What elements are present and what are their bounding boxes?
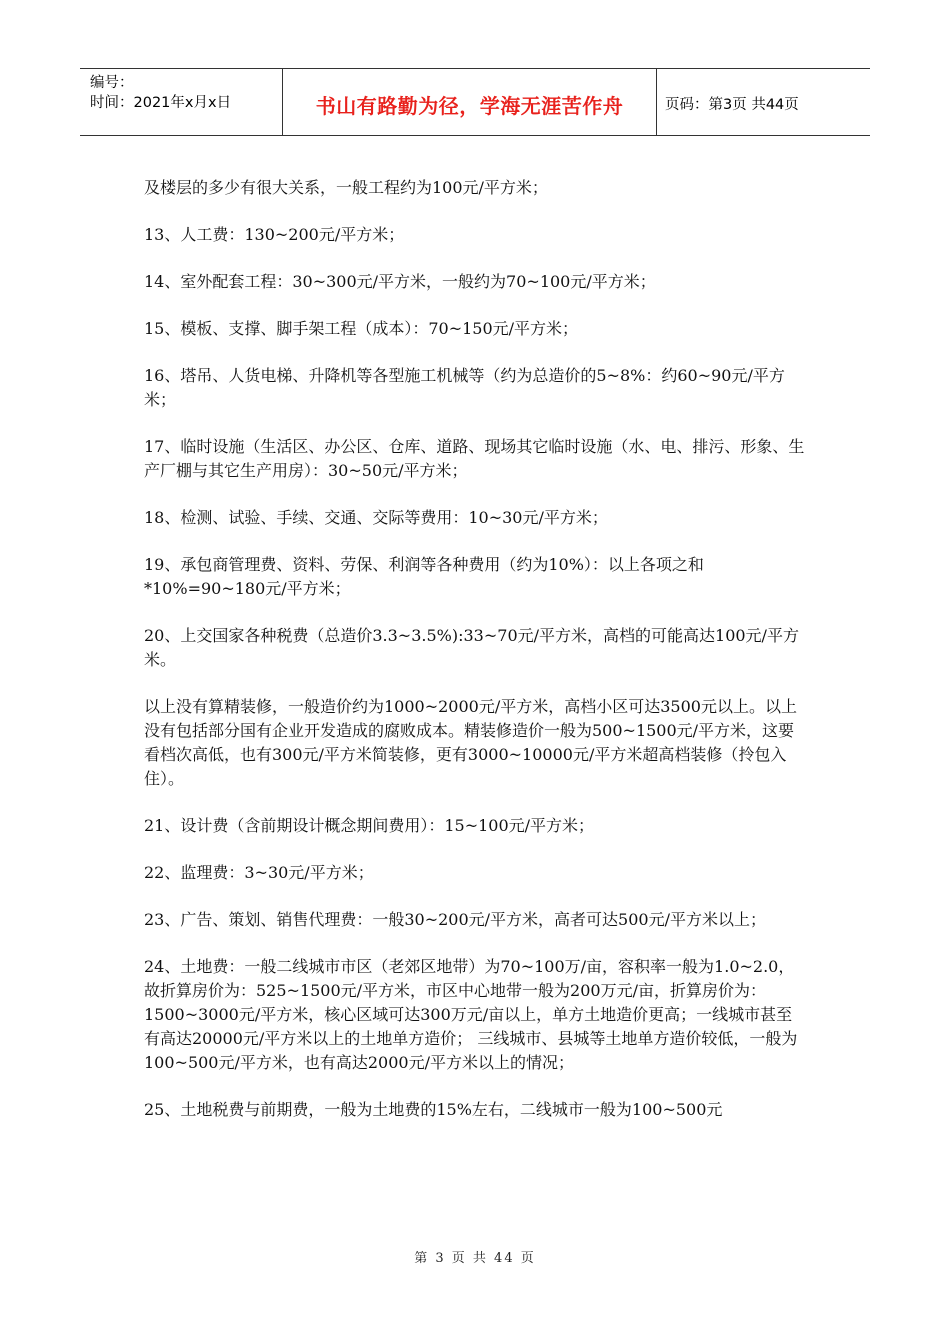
number-label: 编号：	[90, 75, 134, 91]
header-page-cell	[657, 69, 870, 135]
paragraph: 13、人工费：130~200元/平方米；	[144, 225, 405, 244]
paragraph: 20、上交国家各种税费（总造价3.3~3.5%):33~70元/平方米，高档的可能高达100元/平方米。	[144, 626, 799, 669]
date-label: 时间：2021年x月x日	[90, 95, 232, 111]
motto-text: 书山有路勤为径，学海无涯苦作舟	[315, 93, 624, 118]
paragraph: 25、土地税费与前期费，一般为土地费的15%左右，二线城市一般为100~500元	[144, 1100, 723, 1119]
page-footer: 第 3 页 共 44 页	[414, 1251, 536, 1266]
paragraph: 22、监理费：3~30元/平方米；	[144, 863, 374, 882]
paragraph: 24、土地费：一般二线城市市区（老郊区地带）为70~100万/亩，容积率一般为1.0~2.0，故折算房价为：525~1500元/平方米，市区中心地带一般为200万元/亩，折算房价为：1500~3000元/平方米，核心区域可达300万元/亩以上，单方土地造价更高；一线城市甚至有高达20000元/平方米以上的土地单方造价； 三线城市、县城等土地单方造价较低，一般为100~500元/平方米，也有高达2000元/平方米以上的情况；	[144, 957, 798, 1072]
paragraph: 14、室外配套工程：30~300元/平方米，一般约为70~100元/平方米；	[144, 272, 656, 291]
document-header	[80, 68, 870, 136]
header-motto-cell	[283, 69, 657, 135]
paragraph: 16、塔吊、人货电梯、升降机等各型施工机械等（约为总造价的5~8%：约60~90元/平方米；	[144, 366, 785, 409]
paragraph: 18、检测、试验、手续、交通、交际等费用：10~30元/平方米；	[144, 508, 608, 527]
paragraph: 以上没有算精装修，一般造价约为1000~2000元/平方米，高档小区可达3500元以上。以上没有包括部分国有企业开发造成的腐败成本。精装修造价一般为500~1500元/平方米，这要看档次高低，也有300元/平方米简装修，更有3000~10000元/平方米超高档装修（拎包入住）。	[144, 697, 797, 788]
paragraph: 15、模板、支撑、脚手架工程（成本）：70~150元/平方米；	[144, 319, 579, 338]
page-info: 页码：第3页 共44页	[665, 96, 799, 113]
header-meta-cell	[80, 69, 283, 135]
paragraph: 及楼层的多少有很大关系，一般工程约为100元/平方米；	[144, 178, 548, 197]
paragraph: 17、临时设施（生活区、办公区、仓库、道路、现场其它临时设施（水、电、排污、形象、生产厂棚与其它生产用房）：30~50元/平方米；	[144, 437, 805, 480]
document-body	[144, 176, 808, 1122]
paragraph: 23、广告、策划、销售代理费：一般30~200元/平方米，高者可达500元/平方米以上；	[144, 910, 766, 929]
paragraph: 21、设计费（含前期设计概念期间费用）：15~100元/平方米；	[144, 816, 595, 835]
paragraph: 19、承包商管理费、资料、劳保、利润等各种费用（约为10%）：以上各项之和*10%=90~180元/平方米；	[144, 555, 704, 598]
